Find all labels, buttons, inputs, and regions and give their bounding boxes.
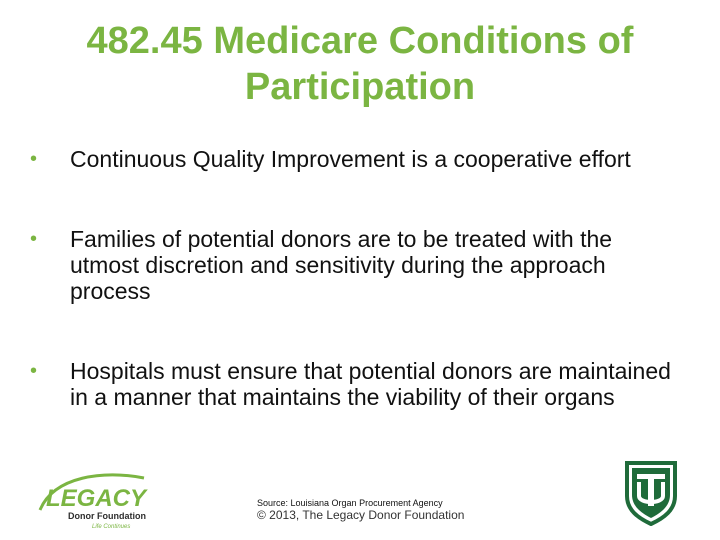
source-note: Source: Louisiana Organ Procurement Agency <box>257 498 443 508</box>
bullet-item: • Hospitals must ensure that potential donors are maintained in a manner that maintains the viability of their organs <box>30 358 680 410</box>
logo-text: LEGACY <box>46 485 147 512</box>
copyright-note: © 2013, The Legacy Donor Foundation <box>257 508 465 522</box>
bullet-item: • Families of potential donors are to be treated with the utmost discretion and sensitivity during the approach process <box>30 226 680 304</box>
bullet-list <box>30 146 680 410</box>
tulane-shield-logo <box>624 460 678 526</box>
slide-title: 482.45 Medicare Conditions of Participation <box>86 20 634 108</box>
bullet-item: • Continuous Quality Improvement is a cooperative effort <box>30 146 680 172</box>
logo-subtext: Donor Foundation <box>68 511 146 521</box>
legacy-donor-foundation-logo <box>34 470 174 530</box>
logo-tagline: Life Continues <box>92 524 131 530</box>
